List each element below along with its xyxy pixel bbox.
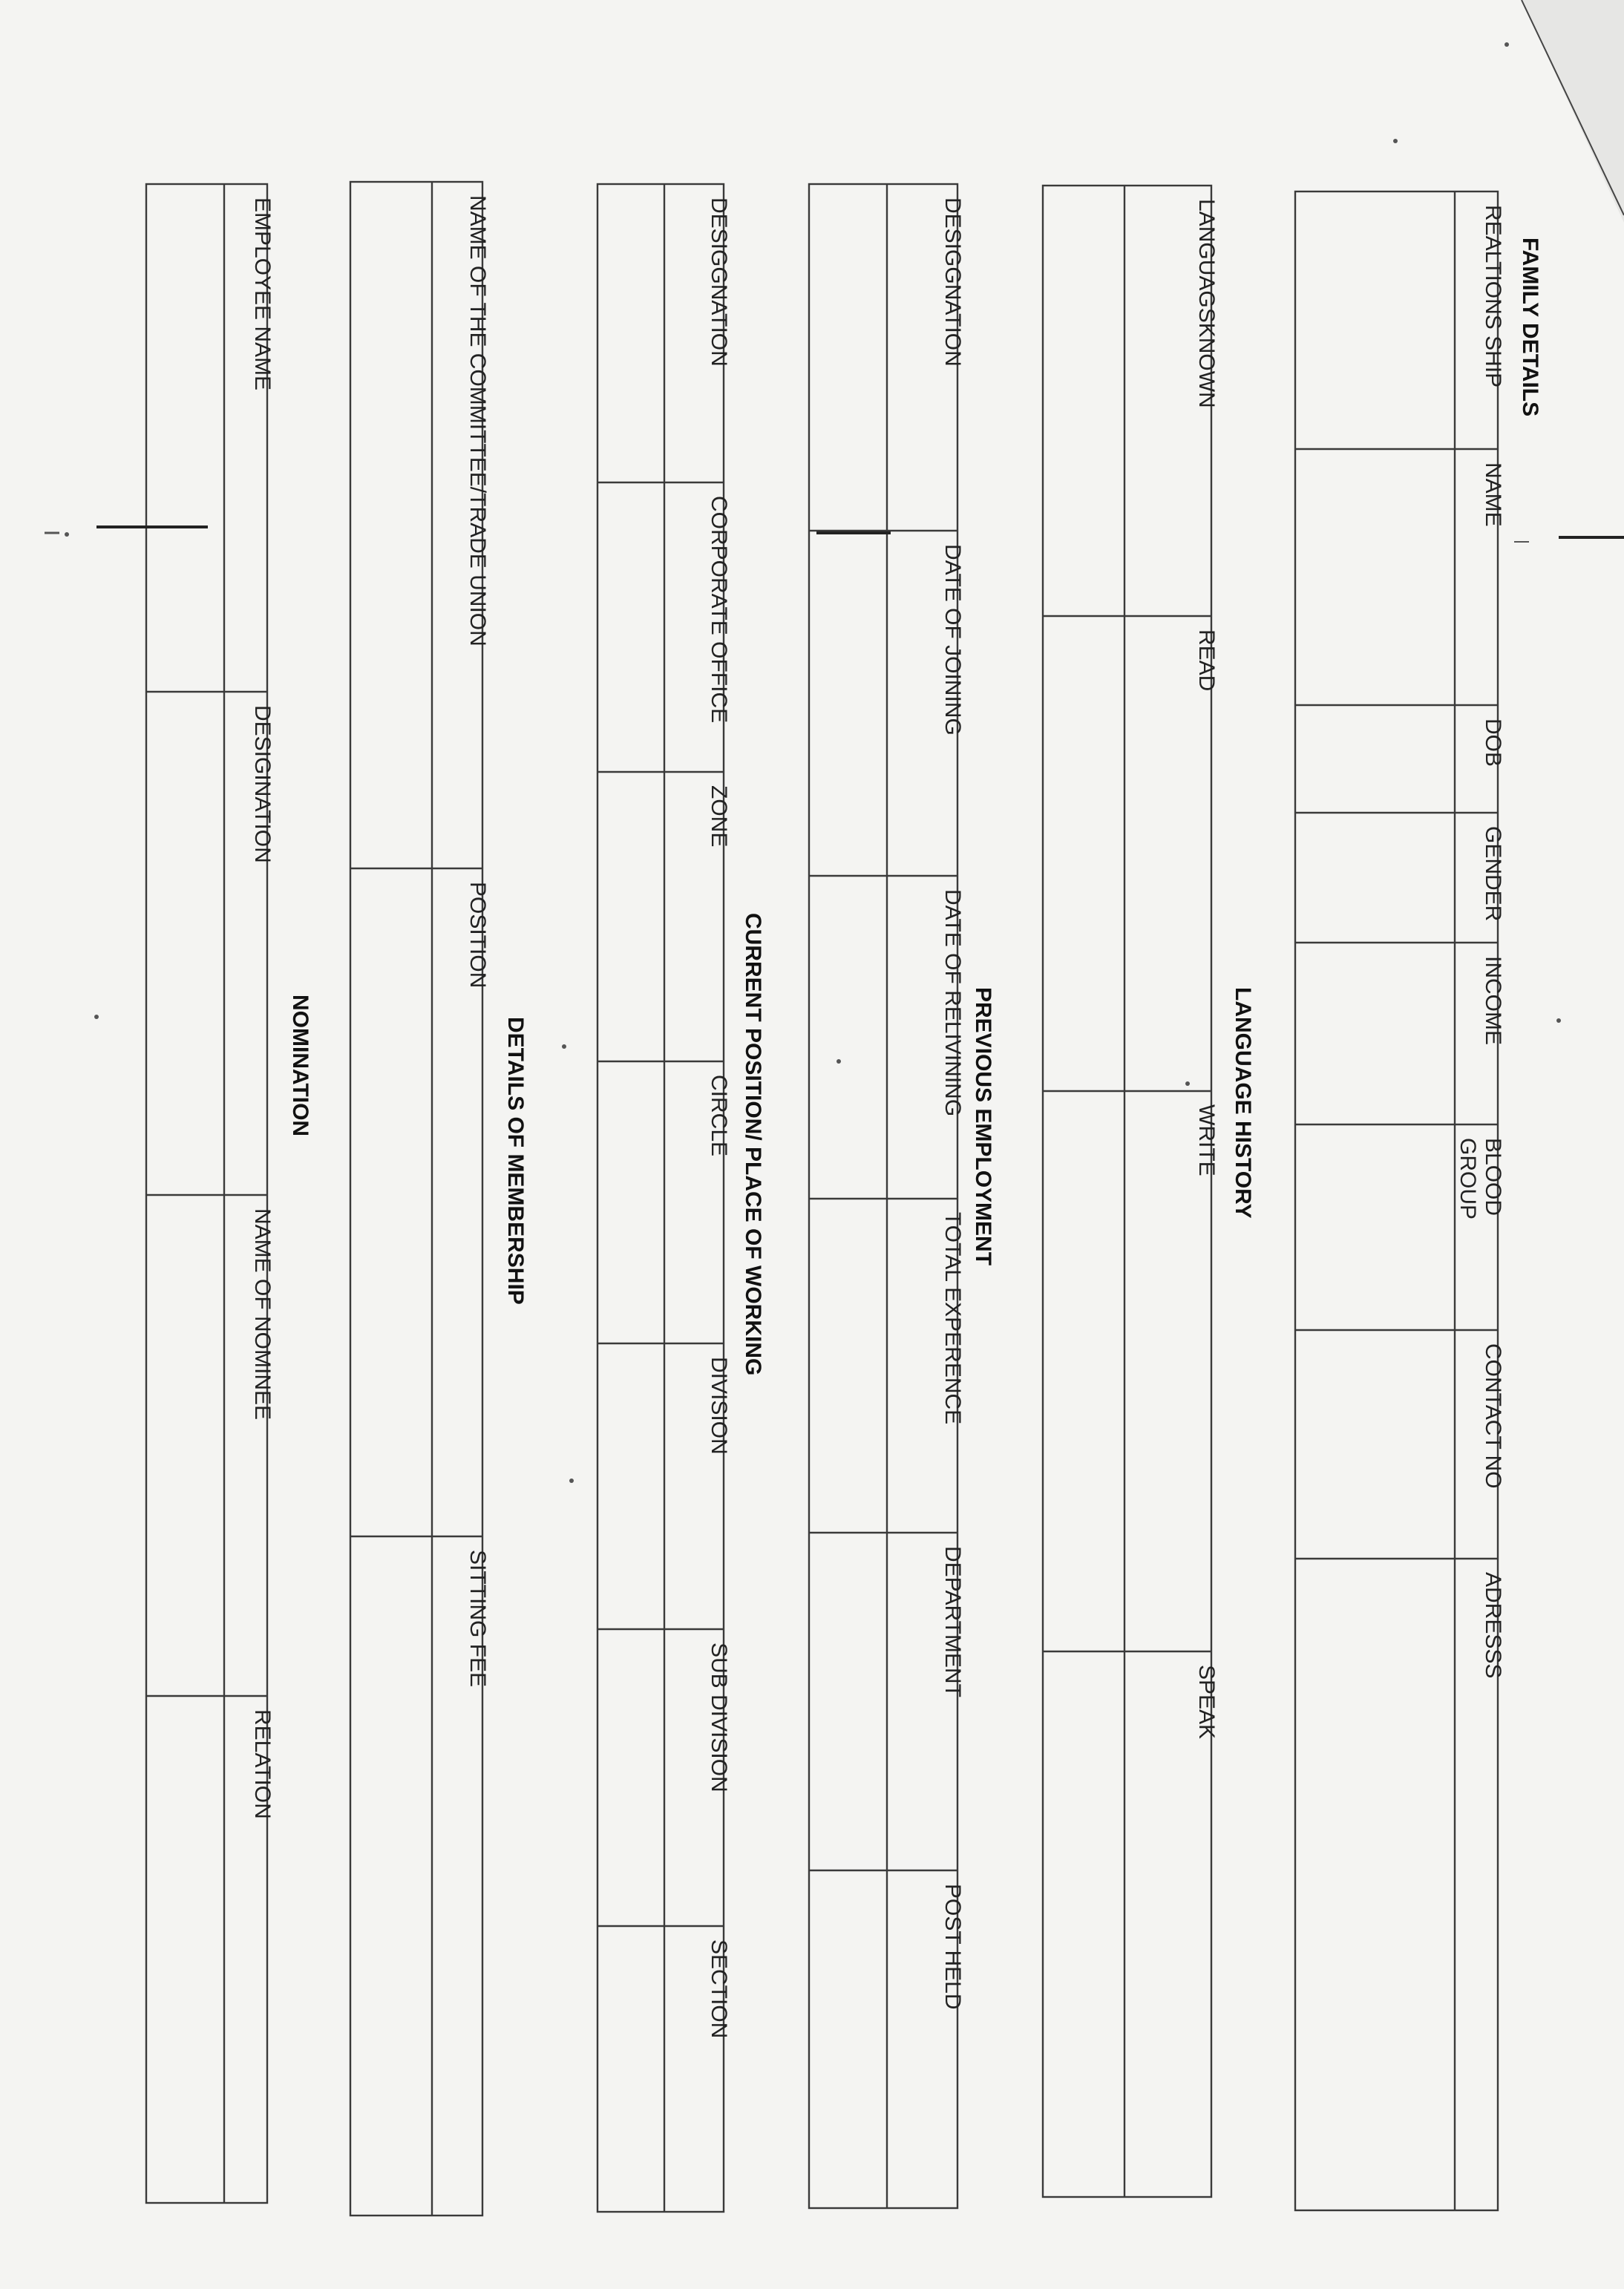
entry-cell-total-experence[interactable] xyxy=(811,1200,885,1531)
column-header-section: SECTION xyxy=(707,1939,731,2039)
column-header-total-experence: TOTAL EXPERENCE xyxy=(940,1212,965,1425)
column-header-date-of-joining: DATE OF JOINING xyxy=(940,544,965,736)
entry-cell-desiggnation[interactable] xyxy=(599,186,663,481)
entry-cell-speak[interactable] xyxy=(1044,1653,1123,2195)
column-header-name-of-nominee: NAME OF NOMINEE xyxy=(250,1208,275,1421)
form-sections xyxy=(146,182,1542,2216)
entry-cell-read[interactable] xyxy=(1044,618,1123,1090)
column-header-desigination: DESIGINATION xyxy=(250,705,275,863)
column-header-blood-group xyxy=(1456,1138,1505,1219)
entry-cell-desigination[interactable] xyxy=(148,693,223,1193)
column-header-employee-name: EMPLOYEE NAME xyxy=(250,197,275,391)
entry-cell-sitting-fee[interactable] xyxy=(352,1538,430,2214)
entry-cell-circle[interactable] xyxy=(599,1063,663,1342)
entry-cell-dob[interactable] xyxy=(1297,707,1453,811)
entry-cell-relation[interactable] xyxy=(148,1697,223,2201)
entry-cell-sub-division[interactable] xyxy=(599,1631,663,1925)
entry-cell-position[interactable] xyxy=(352,870,430,1535)
column-header-sub-division: SUB DIVISION xyxy=(707,1643,731,1792)
column-header-line: BLOOD xyxy=(1481,1138,1505,1216)
column-header-languagsknown: LANGUAGSKNOWN xyxy=(1194,199,1219,408)
section-title: CURRENT POSITION/ PLACE OF WORKING xyxy=(741,913,765,1376)
entry-cell-section[interactable] xyxy=(599,1928,663,2210)
column-header-corporate-office: CORPORATE OFFICE xyxy=(707,496,731,724)
section-title: PREVIOUS EMPLOYMENT xyxy=(971,987,995,1266)
column-header-sitting-fee: SITTING FEE xyxy=(465,1550,490,1688)
section-title: NOMINATION xyxy=(288,995,312,1137)
column-header-desiggnation: DESIGGNATION xyxy=(940,197,965,367)
column-header-name: NAME xyxy=(1481,462,1505,527)
entry-cell-corporate-office[interactable] xyxy=(599,484,663,770)
column-header-gender: GENDER xyxy=(1481,826,1505,922)
section-current-position-place-of-working xyxy=(597,184,765,2212)
column-header-post-held: POST HELD xyxy=(940,1884,965,2010)
entry-cell-post-held[interactable] xyxy=(811,1872,885,2207)
column-header-department: DEPARTMENT xyxy=(940,1546,965,1697)
entry-cell-contact-no[interactable] xyxy=(1297,1332,1453,1557)
entry-cell-name[interactable] xyxy=(1297,451,1453,704)
column-header-name-of-the-committee-trade-union: NAME OF THE COMMITTEE/TRADE UNION xyxy=(465,195,490,646)
column-header-dob: DOB xyxy=(1481,718,1505,767)
column-header-relation: RELATION xyxy=(250,1709,275,1819)
section-nomination xyxy=(146,184,312,2203)
entry-cell-employee-name[interactable] xyxy=(148,186,223,690)
section-title: LANGUAGE HISTORY xyxy=(1231,987,1255,1219)
column-header-position: POSITION xyxy=(465,882,490,989)
entry-cell-desiggnation[interactable] xyxy=(811,186,885,529)
column-header-circle: CIRCLE xyxy=(707,1075,731,1157)
section-family-details xyxy=(1295,191,1542,2210)
entry-cell-write[interactable] xyxy=(1044,1093,1123,1650)
entry-cell-department[interactable] xyxy=(811,1534,885,1869)
column-header-read: READ xyxy=(1194,629,1219,692)
column-header-adresss: ADRESSS xyxy=(1481,1572,1505,1679)
entry-cell-adresss[interactable] xyxy=(1297,1560,1453,2209)
column-header-realtions-ship: REALTIONS SHIP xyxy=(1481,205,1505,388)
entry-cell-languagsknown[interactable] xyxy=(1044,187,1123,615)
entry-cell-gender[interactable] xyxy=(1297,814,1453,941)
section-title: FAMILY DETAILS xyxy=(1518,238,1542,417)
column-header-date-of-relivining: DATE OF RELIVINING xyxy=(940,889,965,1117)
entry-cell-income[interactable] xyxy=(1297,944,1453,1123)
column-header-speak: SPEAK xyxy=(1194,1665,1219,1740)
section-details-of-membership xyxy=(350,182,528,2216)
entry-cell-realtions-ship[interactable] xyxy=(1297,193,1453,448)
column-header-desiggnation: DESIGGNATION xyxy=(707,197,731,367)
entry-cell-division[interactable] xyxy=(599,1345,663,1628)
column-header-division: DIVISION xyxy=(707,1357,731,1455)
column-header-write: WRITE xyxy=(1194,1104,1219,1176)
section-title: DETAILS OF MEMBERSHIP xyxy=(503,1017,528,1305)
column-header-income: INCOME xyxy=(1481,956,1505,1045)
entry-cell-date-of-joining[interactable] xyxy=(811,532,885,874)
entry-cell-zone[interactable] xyxy=(599,773,663,1060)
section-previous-employment xyxy=(809,184,995,2208)
column-header-line: GROUP xyxy=(1456,1138,1480,1220)
column-header-zone: ZONE xyxy=(707,785,731,848)
entry-cell-date-of-relivining[interactable] xyxy=(811,877,885,1197)
entry-cell-blood-group[interactable] xyxy=(1297,1126,1453,1329)
column-header-contact-no: CONTACT NO xyxy=(1481,1343,1505,1489)
entry-cell-name-of-the-committee-trade-union[interactable] xyxy=(352,183,430,867)
entry-cell-name-of-nominee[interactable] xyxy=(148,1196,223,1694)
section-language-history xyxy=(1043,186,1255,2197)
